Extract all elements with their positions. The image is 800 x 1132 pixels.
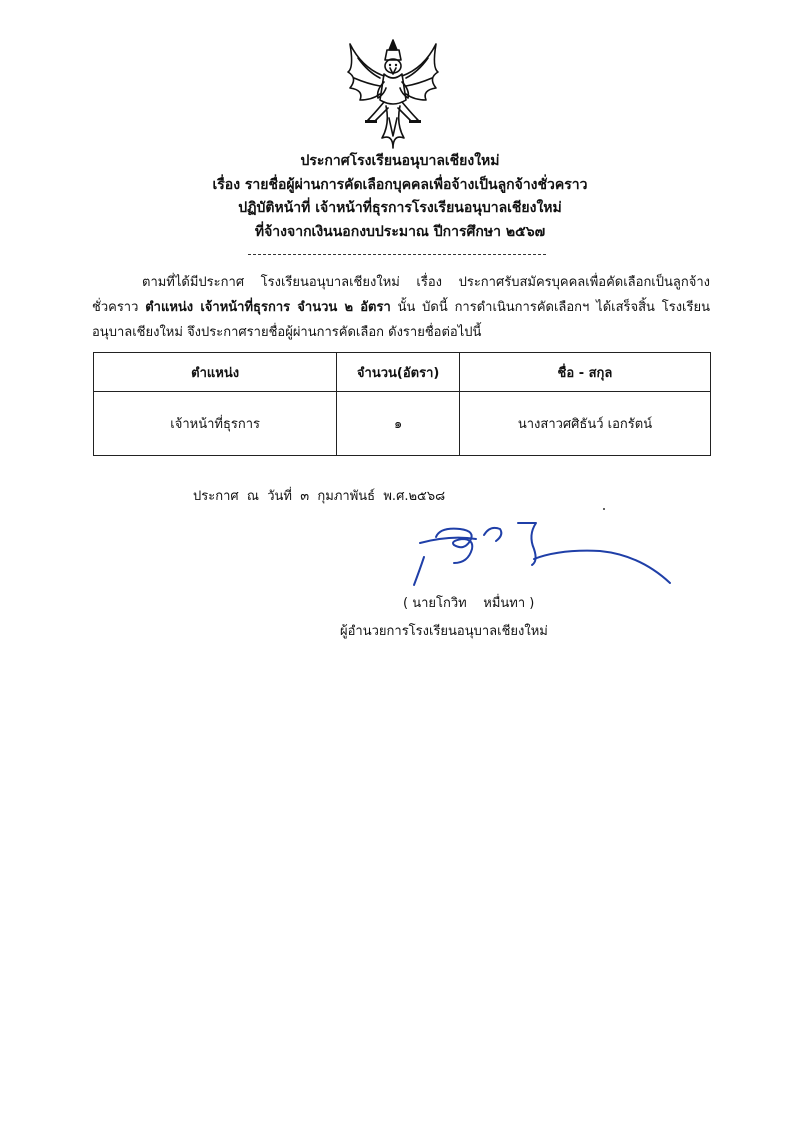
announcement-date: ประกาศ ณ วันที่ ๓ กุมภาพันธ์ พ.ศ.๒๕๖๘ <box>193 489 446 504</box>
signer-title: ผู้อำนวยการโรงเรียนอนุบาลเชียงใหม่ <box>340 624 548 639</box>
header-count: จำนวน(อัตรา) <box>337 353 460 392</box>
cell-position: เจ้าหน้าที่ธุรการ <box>94 392 337 456</box>
header-name: ชื่อ - สกุล <box>459 353 710 392</box>
announcement-funding: ที่จ้างจากเงินนอกงบประมาณ ปีการศึกษา ๒๕๖๗ <box>254 224 546 240</box>
garuda-emblem-icon <box>340 38 446 150</box>
announcement-title: ประกาศโรงเรียนอนุบาลเชียงใหม่ <box>300 153 500 169</box>
body-text-bold: ตำแหน่ง เจ้าหน้าที่ธุรการ จำนวน ๒ อัตรา <box>145 300 391 315</box>
body-text-part1: ตามที่ได้มีประกาศ โรงเรียนอนุบาลเชียงใหม่ เรื่อง ประกาศรับสมัครบุคคลเพื่อคัดเลือกเป็นลูกจ้างชั่วคราว <box>92 275 710 315</box>
dashed-divider <box>248 254 546 255</box>
signature-image <box>410 505 680 595</box>
announcement-subject: เรื่อง รายชื่อผู้ผ่านการคัดเลือกบุคคลเพื่อจ้างเป็นลูกจ้างชั่วคราว <box>212 177 588 193</box>
signer-name: ( นายโกวิท หมื่นทา ) <box>403 596 535 611</box>
header-position: ตำแหน่ง <box>94 353 337 392</box>
cell-count: ๑ <box>337 392 460 456</box>
table-row <box>94 392 711 456</box>
results-table <box>93 352 711 456</box>
table-header-row <box>94 353 711 392</box>
cell-name: นางสาวศศิธันว์ เอกรัตน์ <box>459 392 710 456</box>
announcement-body <box>92 270 710 345</box>
body-text-part2: นั้น บัดนี้ การดำเนินการคัดเลือกฯ ได้เสร็จสิ้น โรงเรียนอนุบาลเชียงใหม่ จึงประกาศรายชื่อผู้ผ่านการคัดเลือก ดังรายชื่อต่อไปนี้ <box>92 300 710 340</box>
announcement-duty: ปฏิบัติหน้าที่ เจ้าหน้าที่ธุรการโรงเรียนอนุบาลเชียงใหม่ <box>238 200 562 216</box>
